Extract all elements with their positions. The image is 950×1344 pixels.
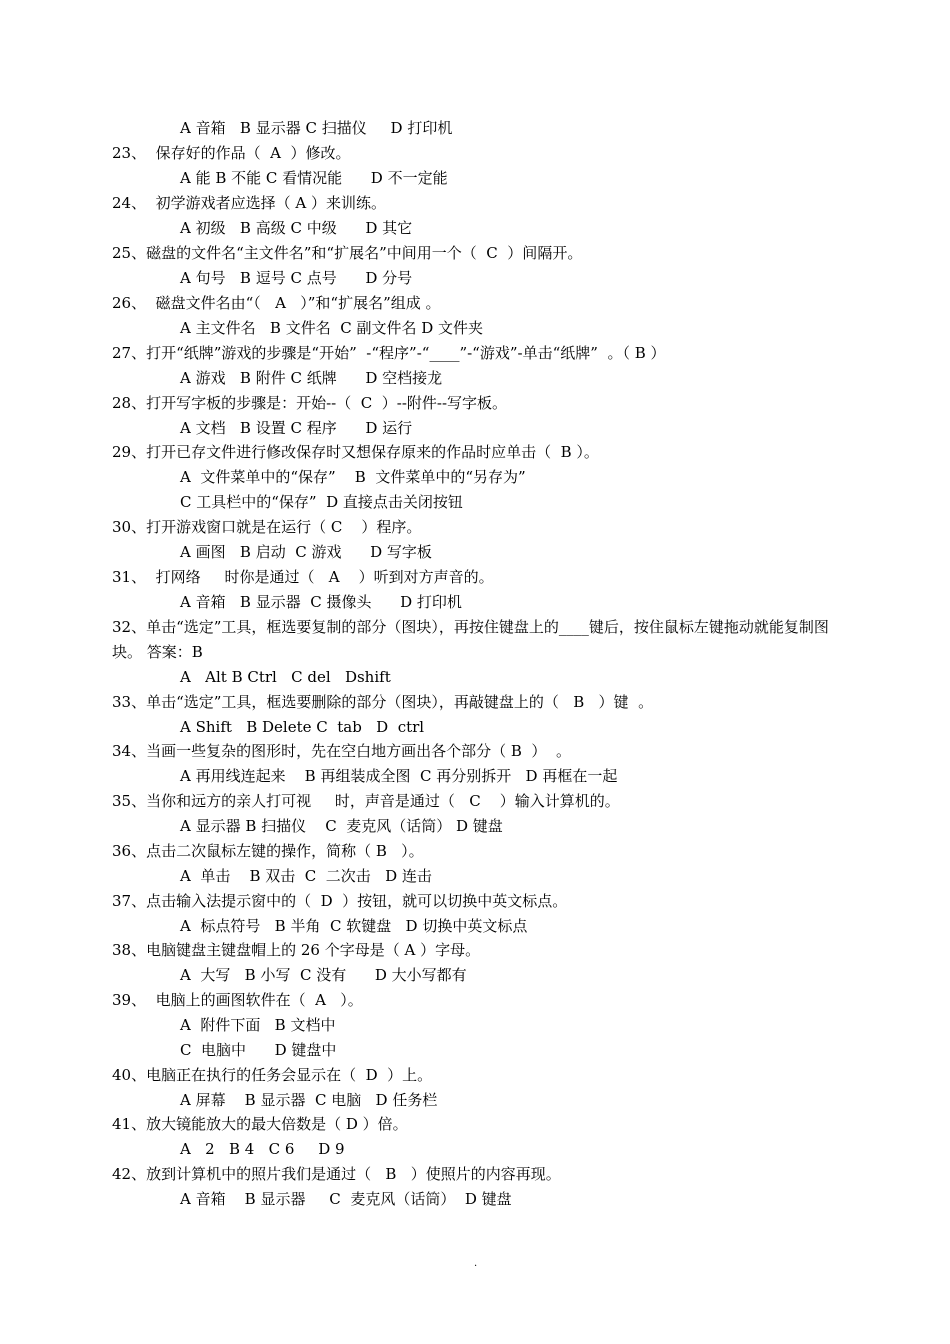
options-line-22: A 音箱 B 显示器 C 扫描仪 D 打印机 — [180, 119, 453, 137]
options-line-37: A 标点符号 B 半角 C 软键盘 D 切换中英文标点 — [180, 917, 528, 935]
question-40: 40、电脑正在执行的任务会显示在（ D ）上。 — [112, 1066, 433, 1084]
question-41: 41、放大镜能放大的最大倍数是（ D ）倍。 — [112, 1115, 408, 1133]
options-line-39a: A 附件下面 B 文档中 — [180, 1016, 336, 1034]
question-27: 27、打开“纸牌”游戏的步骤是“开始” -“程序”-“____”-“游戏”-单击“纸牌” 。（ B ） — [112, 344, 666, 362]
question-38: 38、电脑键盘主键盘帽上的 26 个字母是（ A ）字母。 — [112, 941, 481, 959]
question-35: 35、当你和远方的亲人打可视 时，声音是通过（ C ）输入计算机的。 — [112, 792, 620, 810]
options-line-25: A 句号 B 逗号 C 点号 D 分号 — [180, 269, 413, 287]
question-36: 36、点击二次鼠标左键的操作，简称（ B ）。 — [112, 842, 424, 860]
options-line-26: A 主文件名 B 文件名 C 副文件名 D 文件夹 — [180, 319, 484, 337]
options-line-35: A 显示器 B 扫描仪 C 麦克风（话筒） D 键盘 — [180, 817, 503, 835]
question-24: 24、 初学游戏者应选择（ A ）来训练。 — [112, 194, 386, 212]
question-33: 33、单击“选定”工具，框选要删除的部分（图块），再敲键盘上的（ B ）键 。 — [112, 693, 654, 711]
options-line-28: A 文档 B 设置 C 程序 D 运行 — [180, 419, 413, 437]
question-30: 30、打开游戏窗口就是在运行（ C ）程序。 — [112, 518, 422, 536]
options-line-38: A 大写 B 小写 C 没有 D 大小写都有 — [180, 966, 467, 984]
options-line-41: A 2 B 4 C 6 D 9 — [180, 1140, 345, 1158]
options-line-32: A Alt B Ctrl C del Dshift — [180, 668, 391, 686]
question-42: 42、放到计算机中的照片我们是通过（ B ）使照片的内容再现。 — [112, 1165, 561, 1183]
question-26: 26、 磁盘文件名由“（ A ）”和“扩展名”组成 。 — [112, 294, 441, 312]
question-28: 28、打开写字板的步骤是：开始--（ C ）--附件--写字板。 — [112, 394, 508, 412]
question-37: 37、点击输入法提示窗中的（ D ）按钮，就可以切换中英文标点。 — [112, 892, 568, 910]
options-line-36: A 单击 B 双击 C 二次击 D 连击 — [180, 867, 432, 885]
question-31: 31、 打网络 时你是通过（ A ）听到对方声音的。 — [112, 568, 494, 586]
options-line-40: A 屏幕 B 显示器 C 电脑 D 任务栏 — [180, 1091, 438, 1109]
options-line-29a: A 文件菜单中的“保存” B 文件菜单中的“另存为” — [180, 468, 526, 486]
options-line-34: A 再用线连起来 B 再组装成全图 C 再分别拆开 D 再框在一起 — [180, 767, 618, 785]
options-line-27: A 游戏 B 附件 C 纸牌 D 空档接龙 — [180, 369, 443, 387]
options-line-31: A 音箱 B 显示器 C 摄像头 D 打印机 — [180, 593, 462, 611]
options-line-23: A 能 B 不能 C 看情况能 D 不一定能 — [180, 169, 448, 187]
options-line-39b: C 电脑中 D 键盘中 — [180, 1041, 337, 1059]
question-23: 23、 保存好的作品（ A ）修改。 — [112, 144, 351, 162]
options-line-29b: C 工具栏中的“保存” D 直接点击关闭按钮 — [180, 493, 463, 511]
options-line-30: A 画图 B 启动 C 游戏 D 写字板 — [180, 543, 432, 561]
question-25: 25、磁盘的文件名“主文件名”和“扩展名”中间用一个（ C ）间隔开。 — [112, 244, 583, 262]
options-line-33: A Shift B Delete C tab D ctrl — [180, 718, 425, 736]
question-39: 39、 电脑上的画图软件在（ A ）。 — [112, 991, 363, 1009]
options-line-24: A 初级 B 高级 C 中级 D 其它 — [180, 219, 413, 237]
question-29: 29、打开已存文件进行修改保存时又想保存原来的作品时应单击（ B ）。 — [112, 443, 599, 461]
question-34: 34、当画一些复杂的图形时，先在空白地方画出各个部分（ B ） 。 — [112, 742, 571, 760]
options-line-42: A 音箱 B 显示器 C 麦克风（话筒） D 键盘 — [180, 1190, 512, 1208]
page-footer-dot: . — [474, 1258, 478, 1269]
question-32: 32、单击“选定”工具，框选要复制的部分（图块），再按住键盘上的____键后，按住鼠标左键拖动就能复制图块。 答案：B — [112, 618, 829, 661]
